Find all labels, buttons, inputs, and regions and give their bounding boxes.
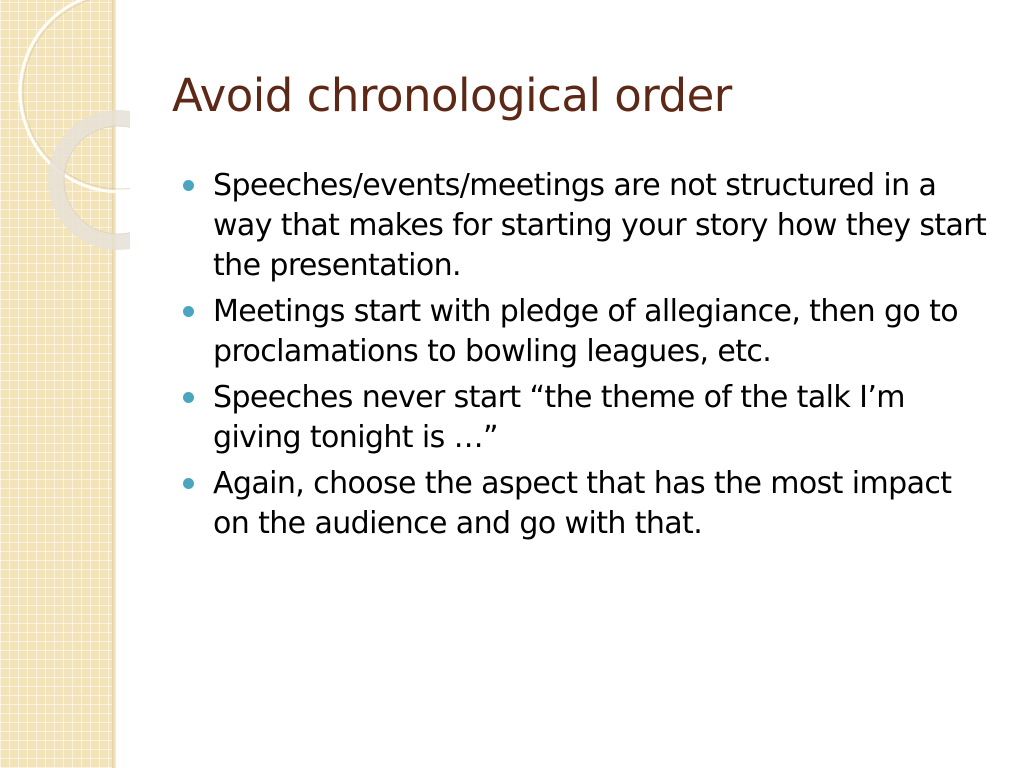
bullet-item [183,464,993,544]
bullet-list [183,166,993,550]
bullet-dot-icon [183,306,194,317]
bullet-item [183,292,993,372]
decorative-side-band [0,0,112,768]
bullet-text: Again, choose the aspect that has the most impact on the audience and go with that. [213,466,952,541]
bullet-dot-icon [183,392,194,403]
bullet-text: Meetings start with pledge of allegiance, then go to proclamations to bowling leagues, etc. [213,294,959,369]
bullet-item [183,378,993,458]
bullet-text: Speeches never start “the theme of the talk I’m giving tonight is …” [213,380,905,455]
bullet-dot-icon [183,478,194,489]
bullet-text: Speeches/events/meetings are not structured in a way that makes for starting your story how they start the presentation. [213,168,987,283]
bullet-item [183,166,993,286]
side-band-edge [112,0,116,768]
slide-title: Avoid chronological order [172,69,732,122]
bullet-dot-icon [183,180,194,191]
